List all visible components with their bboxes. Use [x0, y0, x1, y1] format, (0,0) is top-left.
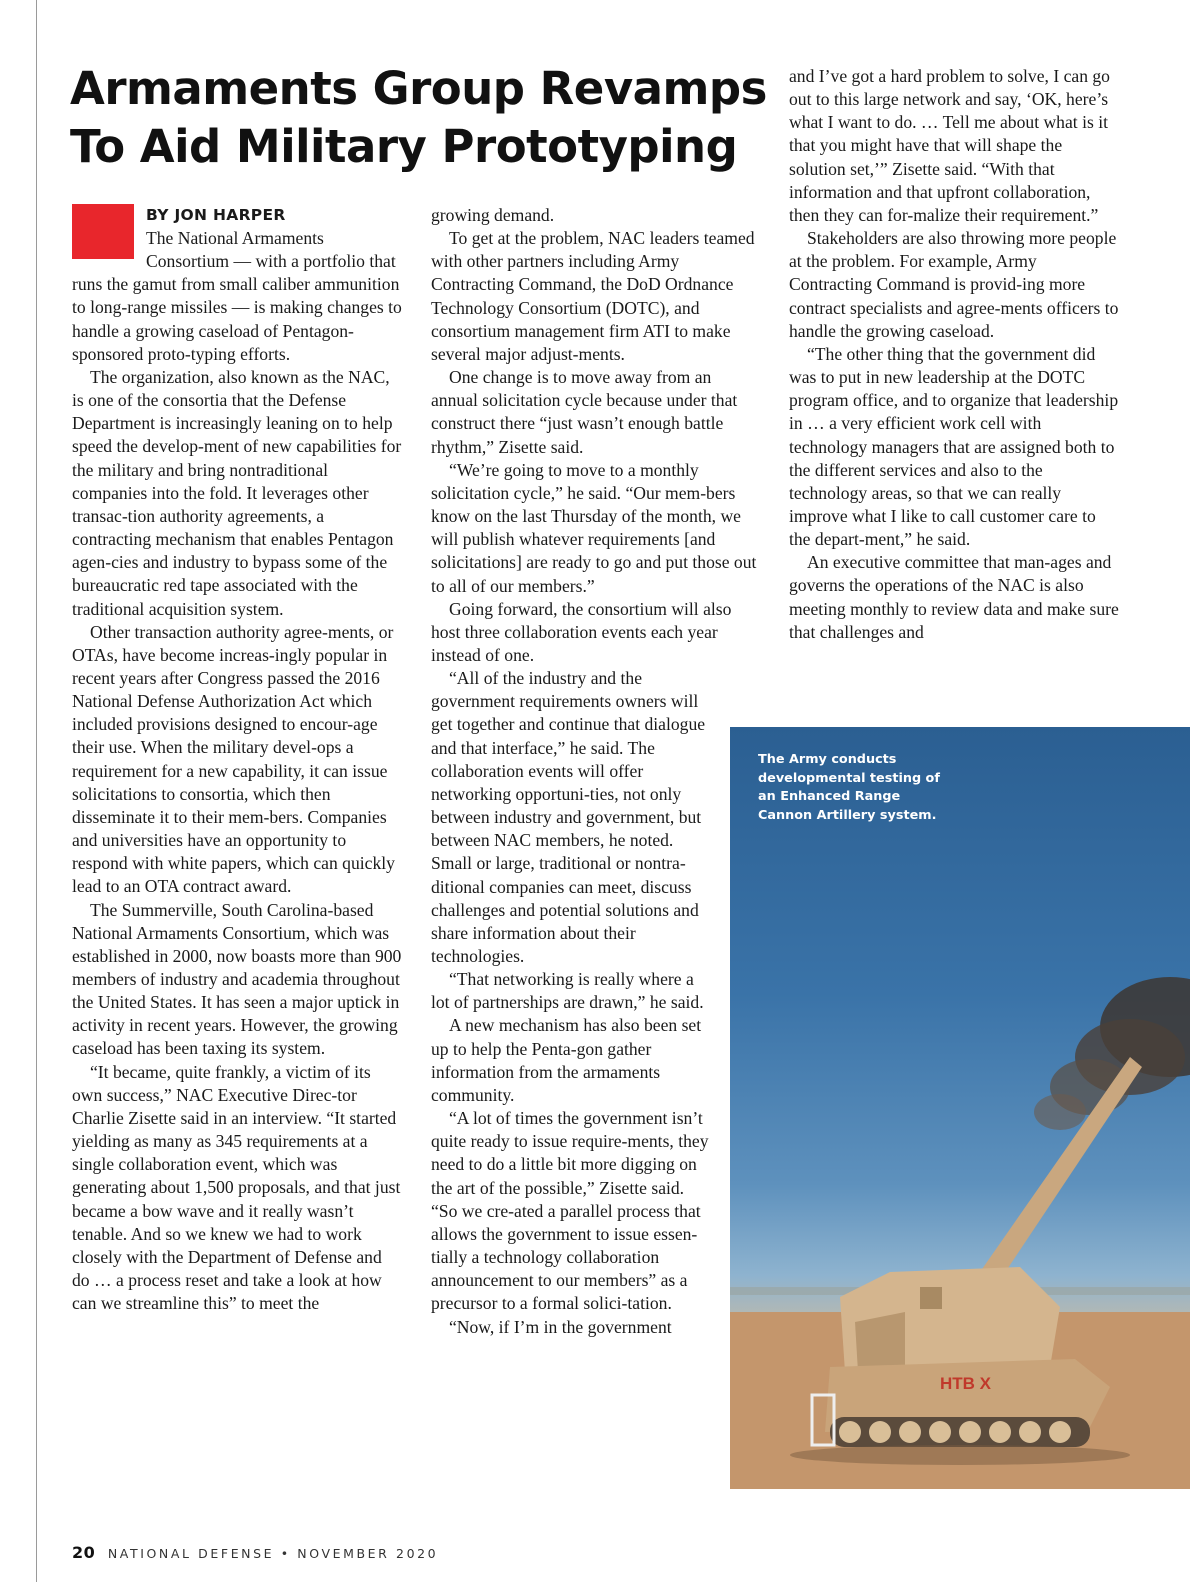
- page-edge-rule: [36, 0, 37, 1582]
- red-square-icon: [72, 204, 134, 259]
- turret-side: [855, 1312, 905, 1372]
- paragraph: One change is to move away from an annual solicitation cycle because under that construct there “just wasn’t enough battle rhythm,” Zisette said.: [431, 367, 738, 457]
- smoke-cloud: [1034, 1094, 1086, 1130]
- page-number: 20: [72, 1543, 96, 1562]
- artillery-photo: [730, 727, 1190, 1489]
- paragraph: “A lot of times the government isn’t quite ready to issue require-ments, they need to do a little bit more digging on the art of the possible,” Zisette said. “So we cre-ated a parallel process that allows the government to issue essen-tially a technology collaboration announcement to our members” as a precursor to a formal solici-tation.: [431, 1108, 709, 1314]
- headline-line-1: Armaments Group Revamps: [70, 62, 767, 115]
- paragraph: The National Armaments Consortium — with a portfolio that runs the gamut from small caliber ammunition to long-range missiles — is making changes to handle a growing caseload of Pentagon-sponsored proto-typing efforts.: [72, 228, 402, 364]
- article-column-1: [72, 204, 402, 1315]
- paragraph: “The other thing that the government did was to put in new leadership at the DOTC program office, and to organize that leadership in … a very efficient work cell with technology managers that are assigned both to the different services and also to the technology areas, so that we can really improve what I like to call customer care to the depart-ment,” he said.: [789, 343, 1119, 550]
- paragraph: Stakeholders are also throwing more people at the problem. For example, Army Contracting Command is provid-ing more contract specialists and agree-ments officers to handle the growing caseload.: [789, 228, 1119, 341]
- paragraph: “It became, quite frankly, a victim of its own success,” NAC Executive Direc-tor Charlie Zisette said in an interview. “It started yielding as many as 345 requirements at a single collaboration event, which was generating about 1,500 proposals, and that just became a bow wave and it really wasn’t tenable. And so we knew we had to work closely with the Department of Defense and do … a process reset and take a look at how can we streamline this” to meet the: [72, 1061, 401, 1314]
- vehicle-marking: HTB X: [940, 1374, 991, 1393]
- narrow-text-block: [431, 667, 711, 1339]
- hatch: [920, 1287, 942, 1309]
- shadow: [790, 1445, 1130, 1465]
- paragraph: The Summerville, South Carolina-based National Armaments Consortium, which was established in 2000, now boasts more than 900 members of industry and academia throughout the United States. It has seen a major uptick in activity in recent years. However, the growing caseload has been taxing its system.: [72, 899, 402, 1059]
- page-footer: [72, 1543, 438, 1562]
- paragraph: The organization, also known as the NAC, is one of the consortia that the Defense Department is increasingly leaning on to help speed the develop-ment of new capabilities for the military and bring nontraditional companies into the fold. It leverages other transac-tion authority agreements, a contracting mechanism that enables Pentagon agen-cies and industry to bypass some of the bureaucratic red tape associated with the traditional acquisition system.: [72, 366, 402, 619]
- paragraph: “That networking is really where a lot of partnerships are drawn,” he said.: [431, 969, 704, 1013]
- publication-info: NATIONAL DEFENSE • NOVEMBER 2020: [107, 1546, 439, 1561]
- paragraph: “We’re going to move to a monthly solicitation cycle,” he said. “Our mem-bers know on the last Thursday of the month, we will publish whatever requirements [and solicitations] are ready to go and put those out to all of our members.”: [431, 459, 757, 596]
- paragraph: An executive committee that man-ages and governs the operations of the NAC is also meeting monthly to review data and make sure that challenges and: [789, 552, 1119, 642]
- article-headline: [70, 60, 767, 176]
- artillery-illustration: [730, 727, 1190, 1489]
- paragraph: growing demand.: [431, 205, 555, 225]
- paragraph: A new mechanism has also been set up to help the Penta-gon gather information from the armaments community.: [431, 1015, 702, 1105]
- article-column-3: [789, 65, 1119, 644]
- paragraph: and I’ve got a hard problem to solve, I can go out to this large network and say, ‘OK, here’s what I want to do. … Tell me about what is it that you might have that will shape the solution set,’” Zisette said. “With that information and that upfront collaboration, then they can for-malize their requirement.”: [789, 66, 1110, 225]
- byline: BY JON HARPER: [146, 206, 286, 224]
- article-column-2: [431, 204, 761, 1339]
- photo-caption: The Army conducts developmental testing of an Enhanced Range Cannon Artillery system.: [758, 752, 940, 823]
- headline-line-2: To Aid Military Prototyping: [70, 120, 738, 173]
- paragraph: To get at the problem, NAC leaders teamed with other partners including Army Contracting Command, the DoD Ordnance Technology Consortium (DOTC), and consortium management firm ATI to make several major adjust-ments.: [431, 228, 755, 364]
- paragraph: “Now, if I’m in the government: [449, 1316, 672, 1337]
- paragraph: Other transaction authority agree-ments, or OTAs, have become increas-ingly popular in recent years after Congress passed the 2016 National Defense Authorization Act which included provisions designed to encour-age their use. When the military devel-ops a requirement for a new capability, it can issue solicitations to consortia, which then disseminate it to their mem-bers. Companies and universities have an opportunity to respond with white papers, which can quickly lead to an OTA contract award.: [72, 621, 395, 897]
- paragraph: Going forward, the consortium will also host three collaboration events each year instead of one.: [431, 598, 732, 665]
- paragraph: “All of the industry and the government requirements owners will get together and continue that dialogue and that interface,” he said. The collaboration events will offer networking opportuni-ties, not only between industry and government, but between NAC members, he noted. Small or large, traditional or nontra-ditional companies can meet, discuss challenges and potential solutions and share information about their technologies.: [431, 668, 706, 966]
